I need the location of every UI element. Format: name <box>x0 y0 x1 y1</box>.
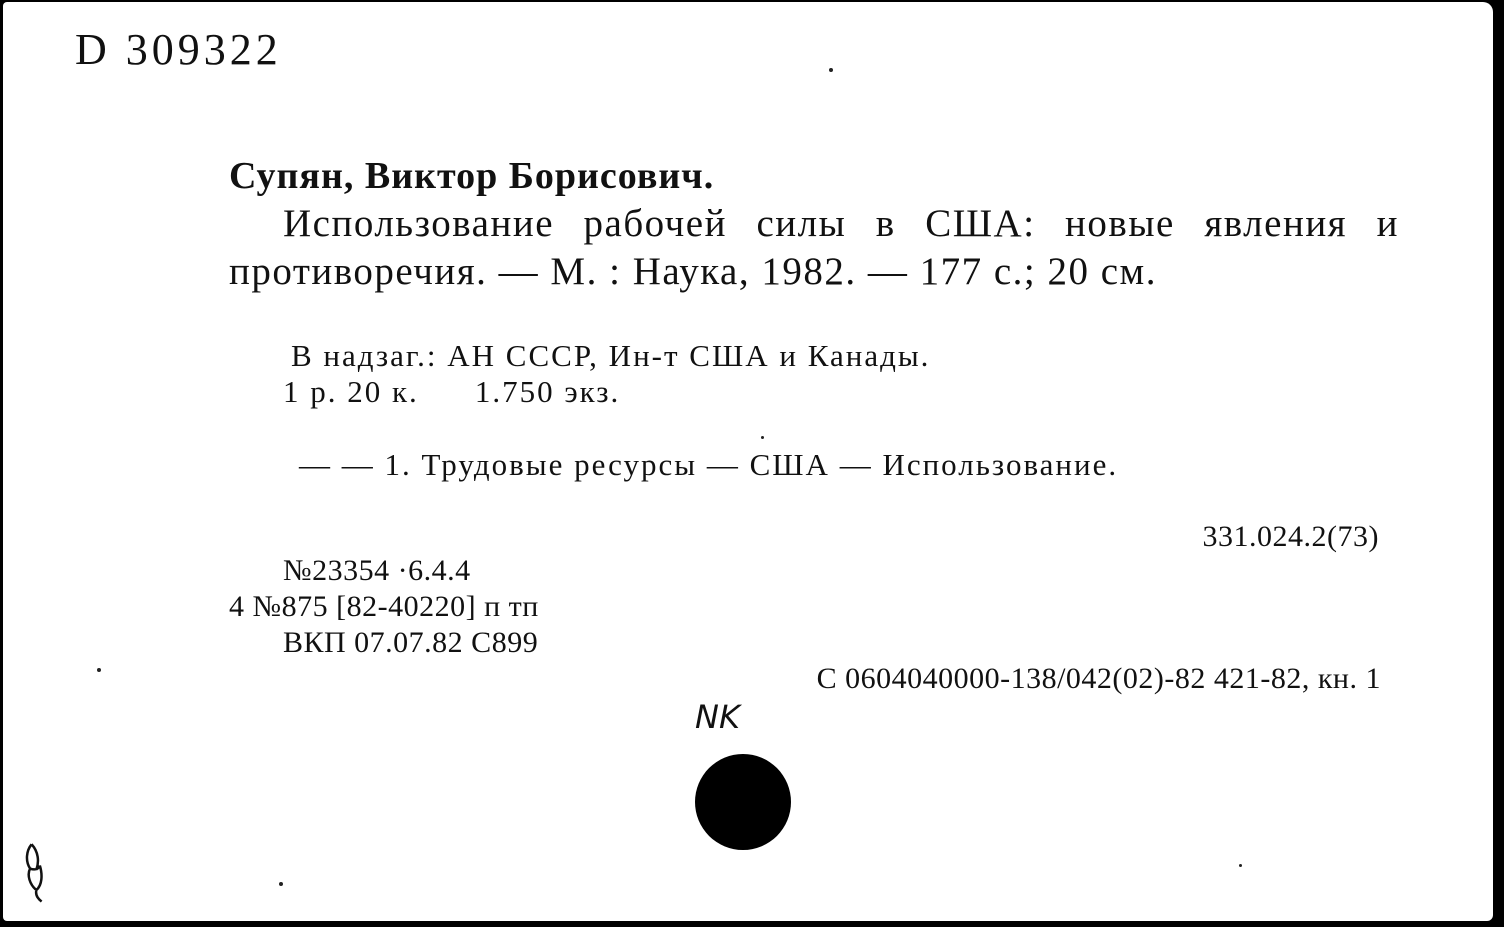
price-line <box>283 374 620 410</box>
bbk-line: С 0604040000-138/042(02)-82 421-82, кн. 1 <box>816 662 1381 695</box>
inventory-number: D 309322 <box>75 25 282 74</box>
paper-speck <box>829 68 833 72</box>
registration-line-1: №23354 ·6.4.4 <box>283 554 471 587</box>
handwritten-initials: NK <box>695 698 740 736</box>
copies-count: 1.750 экз. <box>474 374 621 409</box>
author-heading: Супян, Виктор Борисович. <box>229 155 715 197</box>
pen-mark-shape <box>17 839 54 906</box>
paper-speck <box>279 882 283 886</box>
price-value: 1 р. 20 к. <box>283 374 419 409</box>
card-face <box>3 2 1493 921</box>
paper-speck <box>97 668 101 672</box>
registration-line-2: 4 №875 [82-40220] п тп <box>229 590 539 623</box>
pen-mark-icon <box>17 839 55 916</box>
punch-hole-icon <box>695 754 791 850</box>
registration-line-3: ВКП 07.07.82 С899 <box>283 626 539 659</box>
title-statement: Использование рабочей силы в США: новые явления и противоречия. — М. : Наука, 1982. — 177 с.; 20 см. <box>229 202 1399 293</box>
udc-code: 331.024.2(73) <box>1202 520 1379 553</box>
paper-speck <box>761 436 764 439</box>
paper-speck <box>1239 864 1242 867</box>
subject-headings: — — 1. Трудовые ресурсы — США — Использование. <box>299 447 1119 482</box>
series-note: В надзаг.: АН СССР, Ин-т США и Канады. <box>291 338 931 373</box>
